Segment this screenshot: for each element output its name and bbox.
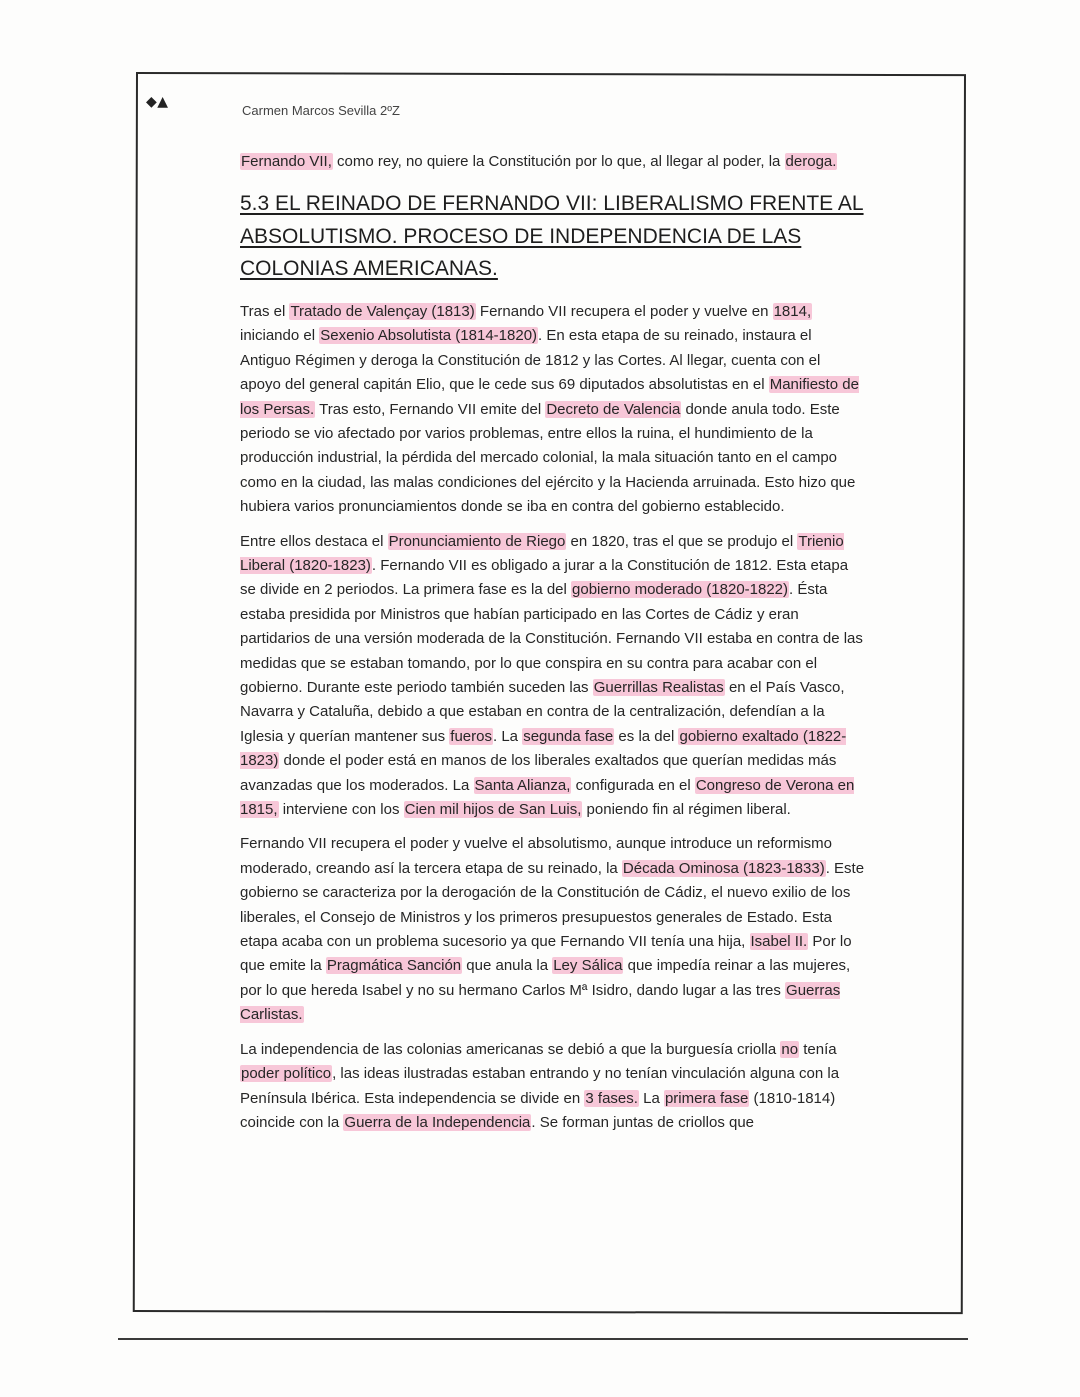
- body-text: configurada en el: [571, 776, 695, 794]
- body-text: que anula la: [462, 957, 553, 975]
- body-text: iniciando el: [240, 327, 320, 345]
- body-text: tenía: [799, 1040, 837, 1058]
- paragraph-independencia: [240, 1038, 865, 1136]
- body-text: Fernando VII recupera el poder y vuelve el absolutismo, aunque introduce un reformismo moderado, creando así la tercera etapa de su reinado, la: [240, 835, 832, 877]
- body-text: Entre ellos destaca el: [240, 532, 388, 550]
- body-text: donde anula todo. Este periodo se vio afectado por varios problemas, entre ellos la ruina, el hundimiento de la producción industrial, la pérdida del mercado colonial, la mala situación tanto en el campo como en la ciudad, las malas condiciones del ejército y la Hacienda arruinada. Esto hizo que hubiera varios pronunciamientos donde se iba en contra del gobierno establecido.: [240, 400, 856, 516]
- body-text: Por lo que emite la: [240, 933, 852, 975]
- body-text: donde el poder está en manos de los liberales exaltados que querían medidas más avanzadas que los moderados. La: [240, 752, 837, 794]
- highlighted-text: no: [781, 1040, 799, 1058]
- highlighted-text: gobierno exaltado (1822-1823): [240, 727, 847, 770]
- highlighted-text: Guerra de la Independencia: [344, 1113, 531, 1131]
- highlighted-text: poder político: [241, 1065, 332, 1083]
- paragraph-decada-ominosa: [240, 832, 865, 1027]
- highlighted-text: Congreso de Verona en 1815,: [240, 776, 855, 819]
- highlighted-text: fueros: [450, 727, 492, 745]
- body-text: en el País Vasco, Navarra y Cataluña, debido a que estaban en contra de la centralización, defendían a la Iglesia y querían mantener sus: [240, 679, 845, 745]
- highlighted-text: 3 fases.: [585, 1089, 638, 1107]
- body-text: que impedía reinar a las mujeres, por lo que hereda Isabel y no su hermano Carlos Mª Isidro, dando lugar a las tres: [240, 957, 851, 999]
- highlighted-text: Santa Alianza,: [474, 776, 571, 794]
- highlighted-text: Trienio Liberal (1820-1823): [240, 532, 844, 574]
- highlighted-text: Guerras Carlistas.: [240, 981, 841, 1024]
- highlighted-text: segunda fase: [523, 727, 614, 745]
- section-heading: 5.3 EL REINADO DE FERNANDO VII: LIBERALISMO FRENTE AL ABSOLUTISMO. PROCESO DE INDEPENDENCIA DE LAS COLONIAS AMERICANAS.: [240, 192, 864, 281]
- body-text: . Fernando VII es obligado a jurar a la Constitución de 1812. Esta etapa se divide en 2 periodos. La primera fase es la del: [240, 556, 849, 599]
- body-text: La: [638, 1089, 664, 1107]
- body-text: interviene con los: [278, 801, 404, 819]
- body-text: . Este gobierno se caracteriza por la derogación de la Constitución de Cádiz, el nuevo exilio de los liberales, el Consejo de Ministros y los primeros presupuestos generales de Estado. Esta etapa acaba con un problema sucesorio ya que Fernando VII tenía una hija,: [240, 859, 865, 951]
- bottom-rule: [118, 1338, 968, 1340]
- body-text: Fernando VII recupera el poder y vuelve en: [475, 302, 773, 320]
- highlighted-text: Década Ominosa (1823-1833): [622, 859, 825, 877]
- body-text: . Se forman juntas de criollos que: [531, 1113, 755, 1131]
- highlighted-text: primera fase: [664, 1089, 749, 1107]
- body-text: , las ideas ilustradas estaban entrando y no tenían vinculación alguna con la Península Ibérica. Esta independencia se divide en: [240, 1065, 840, 1107]
- highlighted-text: Manifiesto de los Persas.: [240, 376, 859, 418]
- body-text: . La: [493, 727, 523, 745]
- highlighted-text: Fernando VII,: [241, 153, 332, 170]
- paragraph-sexenio: [240, 300, 865, 520]
- body-text: . En esta etapa de su reinado, instaura el Antiguo Régimen y deroga la Constitución de 1812 y las Cortes. Al llegar, cuenta con el apoyo del general capitán Elio, que le cede sus 69 diputados absolutistas en el: [240, 327, 821, 394]
- highlighted-text: gobierno moderado (1820-1822): [572, 581, 789, 599]
- body-text: La independencia de las colonias americanas se debió a que la burguesía criolla: [240, 1040, 781, 1058]
- body-text: como rey, no quiere la Constitución por lo que, al llegar al poder, la: [332, 153, 785, 170]
- body-text: Tras esto, Fernando VII emite del: [315, 400, 546, 418]
- corner-mark-icon: ◆ ▲: [146, 94, 166, 110]
- highlighted-text: Cien mil hijos de San Luis,: [404, 801, 582, 819]
- body-text: (1810-1814) coincide con la: [240, 1089, 836, 1131]
- highlighted-text: Tratado de Valençay (1813): [290, 302, 475, 320]
- body-text: . Ésta estaba presidida por Ministros que habían participado en las Cortes de Cádiz y eran partidarios de una versión moderada de la Constitución. Fernando VII estaba en contra de las medidas que se estaban tomando, por lo que conspira en su contra para acabar con el gobierno. Durante este periodo también suceden las: [240, 581, 863, 696]
- highlighted-text: Pronunciamiento de Riego: [388, 532, 566, 550]
- body-text: Tras el: [240, 302, 290, 320]
- highlighted-text: Guerrillas Realistas: [593, 679, 724, 696]
- highlighted-text: Sexenio Absolutista (1814-1820): [320, 327, 538, 345]
- intro-paragraph: [240, 150, 865, 174]
- author-header: Carmen Marcos Sevilla 2ºZ: [242, 103, 400, 118]
- body-text: poniendo fin al régimen liberal.: [582, 801, 791, 819]
- highlighted-text: Ley Sálica: [553, 957, 623, 975]
- highlighted-text: 1814,: [773, 302, 812, 320]
- paragraph-trienio: [240, 530, 865, 823]
- document-body: [240, 150, 865, 1145]
- highlighted-text: Pragmática Sanción: [326, 957, 462, 975]
- highlighted-text: deroga.: [785, 153, 837, 170]
- body-text: es la del: [614, 727, 679, 745]
- highlighted-text: Isabel II.: [750, 933, 808, 951]
- body-text: en 1820, tras el que se produjo el: [566, 532, 798, 550]
- highlighted-text: Decreto de Valencia: [546, 400, 681, 418]
